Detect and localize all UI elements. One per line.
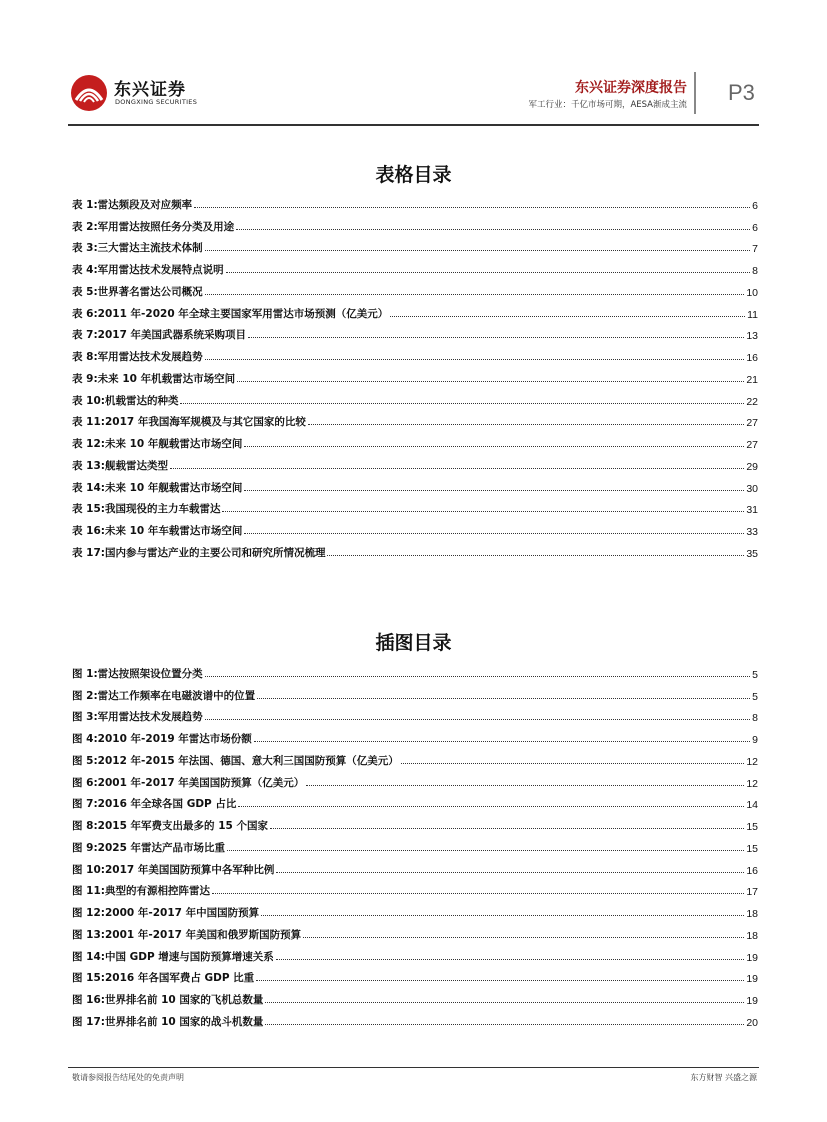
tables-toc-title: 表格目录 xyxy=(375,164,452,186)
toc-entry-page: 6 xyxy=(752,221,758,234)
toc-entry-label: 图 16:世界排名前 10 国家的飞机总数量 xyxy=(72,994,264,1006)
toc-entry-label: 图 17:世界排名前 10 国家的战斗机数量 xyxy=(72,1015,264,1028)
toc-leader-dots xyxy=(205,358,745,360)
toc-entry-label: 图 3:军用雷达技术发展趋势 xyxy=(72,711,203,724)
toc-entry-label: 表 8:军用雷达技术发展趋势 xyxy=(72,351,203,363)
report-subtitle: 军工行业：千亿市场可期，AESA渐成主流 xyxy=(528,100,687,110)
toc-leader-dots xyxy=(238,805,744,807)
toc-entry-page: 5 xyxy=(752,690,758,703)
toc-entry-label: 图 7:2016 年全球各国 GDP 占比 xyxy=(72,798,237,811)
toc-entry[interactable] xyxy=(72,790,758,812)
toc-entry[interactable] xyxy=(72,516,758,538)
toc-leader-dots xyxy=(244,489,744,491)
toc-entry-label: 图 5:2012 年-2015 年法国、德国、意大利三国国防预算（亿美元） xyxy=(72,754,399,767)
figures-toc-list xyxy=(72,659,758,1029)
toc-entry-page: 7 xyxy=(752,243,758,256)
footer-slogan: 东方财智 兴盛之源 xyxy=(690,1073,757,1082)
toc-entry-page: 13 xyxy=(746,330,758,343)
toc-leader-dots xyxy=(327,554,744,556)
toc-entry-page: 21 xyxy=(746,373,758,386)
company-logo xyxy=(70,74,220,114)
toc-entry-label: 图 15:2016 年各国军费占 GDP 比重 xyxy=(72,972,255,985)
toc-leader-dots xyxy=(222,510,744,512)
toc-leader-dots xyxy=(244,445,744,447)
toc-entry[interactable] xyxy=(72,342,758,364)
toc-entry-page: 15 xyxy=(746,821,758,833)
toc-leader-dots xyxy=(265,1023,744,1025)
toc-entry[interactable] xyxy=(72,920,758,942)
toc-entry-label: 图 10:2017 年美国国防预算中各军种比例 xyxy=(72,863,275,876)
toc-entry-label: 图 8:2015 年军费支出最多的 15 个国家 xyxy=(72,820,268,832)
toc-entry[interactable] xyxy=(72,1007,758,1029)
toc-entry[interactable] xyxy=(72,190,758,212)
toc-entry[interactable] xyxy=(72,386,758,408)
toc-entry[interactable] xyxy=(72,942,758,964)
toc-entry-page: 8 xyxy=(752,265,758,277)
toc-entry-label: 表 13:舰载雷达类型 xyxy=(72,459,168,472)
toc-entry[interactable] xyxy=(72,473,758,495)
toc-entry[interactable] xyxy=(72,364,758,386)
toc-leader-dots xyxy=(226,271,750,273)
toc-entry[interactable] xyxy=(72,234,758,256)
toc-leader-dots xyxy=(306,784,744,786)
toc-entry-label: 表 3:三大雷达主流技术体制 xyxy=(72,242,203,255)
footer-disclaimer: 敬请参阅报告结尾处的免责声明 xyxy=(72,1073,184,1082)
toc-leader-dots xyxy=(390,315,745,317)
toc-entry-label: 表 9:未来 10 年机载雷达市场空间 xyxy=(72,372,236,385)
toc-leader-dots xyxy=(256,979,744,981)
toc-entry-label: 表 15:我国现役的主力车载雷达 xyxy=(72,503,221,516)
toc-entry-label: 表 1:雷达频段及对应频率 xyxy=(72,198,193,211)
toc-entry-page: 20 xyxy=(746,1016,758,1029)
toc-leader-dots xyxy=(261,914,744,916)
toc-entry-label: 表 4:军用雷达技术发展特点说明 xyxy=(72,264,224,276)
toc-entry[interactable] xyxy=(72,429,758,451)
toc-entry-label: 图 12:2000 年-2017 年中国国防预算 xyxy=(72,907,260,919)
toc-entry[interactable] xyxy=(72,768,758,790)
page-header xyxy=(0,0,827,130)
toc-entry[interactable] xyxy=(72,964,758,986)
toc-leader-dots xyxy=(276,871,744,873)
toc-entry-label: 图 13:2001 年-2017 年美国和俄罗斯国防预算 xyxy=(72,928,302,941)
toc-entry-page: 6 xyxy=(752,199,758,212)
toc-entry[interactable] xyxy=(72,451,758,473)
toc-entry[interactable] xyxy=(72,898,758,920)
toc-entry-page: 15 xyxy=(746,842,758,855)
toc-entry-label: 图 14:中国 GDP 增速与国防预算增速关系 xyxy=(72,950,274,963)
report-title: 东兴证券深度报告 xyxy=(575,80,687,96)
toc-entry-label: 图 6:2001 年-2017 年美国国防预算（亿美元） xyxy=(72,776,305,789)
toc-entry-page: 27 xyxy=(746,439,758,451)
toc-entry[interactable] xyxy=(72,811,758,833)
toc-leader-dots xyxy=(270,827,744,829)
toc-entry-page: 19 xyxy=(746,995,758,1007)
toc-entry[interactable] xyxy=(72,746,758,768)
toc-entry[interactable] xyxy=(72,277,758,299)
toc-entry-page: 10 xyxy=(746,286,758,299)
toc-entry-label: 表 7:2017 年美国武器系统采购项目 xyxy=(72,329,247,342)
toc-leader-dots xyxy=(205,718,750,720)
toc-entry-page: 17 xyxy=(746,886,758,899)
toc-leader-dots xyxy=(227,849,744,851)
toc-leader-dots xyxy=(205,249,750,251)
footer-rule xyxy=(68,1067,759,1068)
toc-entry-page: 30 xyxy=(746,482,758,495)
toc-entry[interactable] xyxy=(72,495,758,517)
toc-entry-label: 图 4:2010 年-2019 年雷达市场份额 xyxy=(72,733,252,745)
toc-entry-page: 16 xyxy=(746,864,758,877)
toc-entry-page: 8 xyxy=(752,712,758,725)
toc-entry-label: 表 17:国内参与雷达产业的主要公司和研究所情况梳理 xyxy=(72,546,326,559)
toc-entry[interactable] xyxy=(72,985,758,1007)
toc-entry-page: 12 xyxy=(746,755,758,768)
toc-entry-page: 27 xyxy=(746,417,758,430)
toc-entry-page: 18 xyxy=(746,908,758,920)
toc-leader-dots xyxy=(180,402,744,404)
toc-entry[interactable] xyxy=(72,877,758,899)
toc-leader-dots xyxy=(308,423,744,425)
toc-entry-page: 31 xyxy=(746,504,758,517)
toc-leader-dots xyxy=(194,206,750,208)
toc-entry[interactable] xyxy=(72,299,758,321)
toc-leader-dots xyxy=(170,467,744,469)
toc-entry-label: 表 10:机载雷达的种类 xyxy=(72,394,179,407)
toc-entry[interactable] xyxy=(72,212,758,234)
toc-entry-page: 14 xyxy=(746,799,758,812)
toc-entry-label: 图 1:雷达按照架设位置分类 xyxy=(72,667,203,680)
header-divider xyxy=(694,72,696,114)
toc-entry[interactable] xyxy=(72,659,758,681)
toc-entry-label: 表 12:未来 10 年舰载雷达市场空间 xyxy=(72,438,243,450)
toc-entry[interactable] xyxy=(72,538,758,560)
toc-entry-label: 表 14:未来 10 年舰载雷达市场空间 xyxy=(72,481,243,494)
toc-leader-dots xyxy=(248,336,744,338)
toc-entry-page: 16 xyxy=(746,352,758,364)
toc-entry-page: 5 xyxy=(752,668,758,681)
toc-entry-page: 9 xyxy=(752,734,758,746)
toc-entry-label: 表 16:未来 10 年车载雷达市场空间 xyxy=(72,525,243,537)
toc-leader-dots xyxy=(212,892,744,894)
toc-entry-page: 29 xyxy=(746,460,758,473)
toc-entry[interactable] xyxy=(72,833,758,855)
logo-text-en: DONGXING SECURITIES xyxy=(115,98,198,106)
toc-entry-label: 表 6:2011 年-2020 年全球主要国家军用雷达市场预测（亿美元） xyxy=(72,307,389,320)
toc-entry-label: 表 11:2017 年我国海军规模及与其它国家的比较 xyxy=(72,416,306,429)
toc-entry-page: 11 xyxy=(747,308,758,321)
toc-leader-dots xyxy=(205,293,745,295)
toc-entry-page: 22 xyxy=(746,395,758,408)
toc-entry-label: 表 2:军用雷达按照任务分类及用途 xyxy=(72,220,235,233)
toc-entry[interactable] xyxy=(72,724,758,746)
toc-entry-label: 表 5:世界著名雷达公司概况 xyxy=(72,285,203,298)
toc-entry-page: 18 xyxy=(746,929,758,942)
toc-leader-dots xyxy=(257,697,750,699)
toc-leader-dots xyxy=(237,380,744,382)
toc-entry[interactable] xyxy=(72,681,758,703)
toc-leader-dots xyxy=(276,958,745,960)
toc-entry-page: 35 xyxy=(746,547,758,560)
toc-entry[interactable] xyxy=(72,703,758,725)
logo-text-cn: 东兴证券 xyxy=(114,80,186,100)
toc-entry-page: 19 xyxy=(746,973,758,986)
toc-leader-dots xyxy=(254,740,750,742)
toc-entry[interactable] xyxy=(72,855,758,877)
toc-entry-page: 33 xyxy=(746,526,758,538)
logo-emblem-icon xyxy=(70,74,108,112)
toc-entry[interactable] xyxy=(72,408,758,430)
toc-leader-dots xyxy=(401,762,745,764)
toc-entry-page: 19 xyxy=(746,951,758,964)
header-rule xyxy=(68,124,759,126)
toc-leader-dots xyxy=(236,228,750,230)
toc-entry-label: 图 2:雷达工作频率在电磁波谱中的位置 xyxy=(72,689,256,702)
toc-leader-dots xyxy=(265,1001,744,1003)
toc-entry-page: 12 xyxy=(746,777,758,790)
toc-entry-label: 图 11:典型的有源相控阵雷达 xyxy=(72,885,210,898)
toc-entry-label: 图 9:2025 年雷达产品市场比重 xyxy=(72,841,226,854)
page-number: P3 xyxy=(728,80,755,105)
tables-toc-list xyxy=(72,190,758,560)
figures-toc-title: 插图目录 xyxy=(375,632,452,654)
toc-leader-dots xyxy=(205,675,750,677)
toc-entry[interactable] xyxy=(72,321,758,343)
toc-leader-dots xyxy=(303,936,744,938)
toc-entry[interactable] xyxy=(72,255,758,277)
toc-leader-dots xyxy=(244,532,744,534)
